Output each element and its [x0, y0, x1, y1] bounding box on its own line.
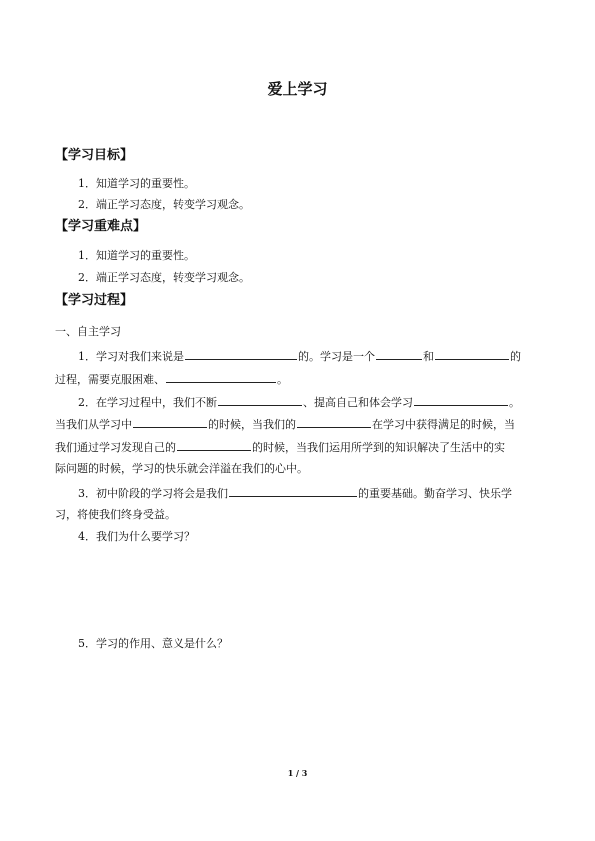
q2-text-b: 、提高自己和体会学习 — [303, 396, 413, 409]
question-2-line-1 — [78, 394, 520, 410]
q2-text-h: 的时候，当我们运用所学到的知识解决了生活中的实 — [252, 441, 505, 454]
fill-blank[interactable] — [297, 416, 371, 428]
fill-blank[interactable] — [133, 416, 207, 428]
fill-blank[interactable] — [435, 348, 509, 360]
subsection-self-study: 一、自主学习 — [55, 325, 121, 338]
section-heading-process: 【学习过程】 — [55, 293, 134, 308]
document-title: 爱上学习 — [267, 80, 328, 98]
q1-text-a: 1．学习对我们来说是 — [78, 350, 184, 363]
q1-text-d: 的 — [510, 350, 521, 363]
keypoint-item-2: 2．端正学习态度，转变学习观念。 — [78, 271, 250, 284]
q1-text-e: 过程，需要克服困难、 — [55, 373, 165, 386]
keypoint-item-1: 1．知道学习的重要性。 — [78, 249, 195, 262]
question-3-line-1 — [78, 485, 512, 501]
fill-blank[interactable] — [229, 485, 357, 497]
question-2-line-3 — [55, 439, 505, 455]
question-2-line-4: 际问题的时候，学习的快乐就会洋溢在我们的心中。 — [55, 462, 308, 475]
q1-text-b: 的。学习是一个 — [298, 350, 375, 363]
q2-text-d: 当我们从学习中 — [55, 418, 132, 431]
q3-text-b: 的重要基础。勤奋学习、快乐学 — [358, 487, 512, 500]
fill-blank[interactable] — [166, 371, 276, 383]
q3-text-a: 3．初中阶段的学习将会是我们 — [78, 487, 228, 500]
fill-blank[interactable] — [218, 394, 302, 406]
question-5: 5．学习的作用、意义是什么？ — [78, 637, 228, 650]
fill-blank[interactable] — [185, 348, 297, 360]
question-2-line-2 — [55, 416, 515, 432]
q2-text-c: 。 — [509, 396, 520, 409]
goal-item-2: 2．端正学习态度，转变学习观念。 — [78, 198, 250, 211]
question-1-line-2 — [55, 371, 288, 387]
question-4: 4．我们为什么要学习？ — [78, 530, 195, 543]
question-3-line-2: 习，将使我们终身受益。 — [55, 508, 176, 521]
page-number: 1 / 3 — [287, 768, 308, 778]
q2-text-a: 2．在学习过程中，我们不断 — [78, 396, 217, 409]
fill-blank[interactable] — [177, 439, 251, 451]
fill-blank[interactable] — [376, 348, 422, 360]
q2-text-e: 的时候，当我们的 — [208, 418, 296, 431]
goal-item-1: 1．知道学习的重要性。 — [78, 177, 195, 190]
q2-text-f: 在学习中获得满足的时候，当 — [372, 418, 515, 431]
q1-text-c: 和 — [423, 350, 434, 363]
q1-text-f: 。 — [277, 373, 288, 386]
section-heading-goals: 【学习目标】 — [55, 148, 134, 163]
q2-text-g: 我们通过学习发现自己的 — [55, 441, 176, 454]
section-heading-keypoints: 【学习重难点】 — [55, 219, 147, 234]
fill-blank[interactable] — [414, 394, 508, 406]
question-1-line-1 — [78, 348, 521, 364]
